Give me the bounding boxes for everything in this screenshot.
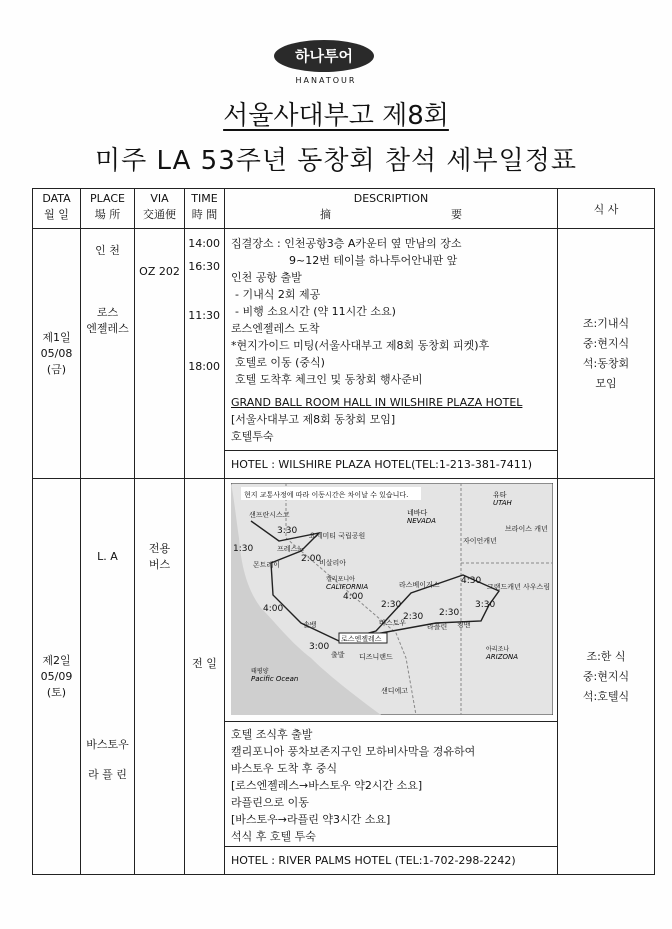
company-logo <box>270 40 382 88</box>
svg-text:3:30: 3:30 <box>475 600 496 610</box>
header-time: TIME 時 間 <box>185 189 225 229</box>
state-california: CALIFORNIA <box>326 583 369 591</box>
city-grandcanyon: 그랜드캐년 사우스림 <box>487 583 551 591</box>
logo-subtext: HANATOUR <box>295 76 357 85</box>
state-arizona: ARIZONA <box>486 653 519 661</box>
day2-via: 전용 버스 <box>135 479 185 875</box>
logo-mark: 하나투어 <box>274 40 374 72</box>
state-ko-az: 아리조나 <box>486 646 510 653</box>
city-disneyland: 디즈니랜드 <box>359 653 393 661</box>
city-kingman: 킹맨 <box>457 621 471 629</box>
ocean-label: Pacific Ocean <box>251 675 299 683</box>
day2-row <box>33 479 655 722</box>
day2-hotel: HOTEL : RIVER PALMS HOTEL (TEL:1-702-298-2242) <box>225 847 558 875</box>
day2-times: 전 일 <box>185 479 225 875</box>
ocean-ko: 태평양 <box>251 668 269 675</box>
document-title: 서울사대부고 제8회 <box>223 101 449 131</box>
header-place: PLACE 場 所 <box>81 189 135 229</box>
day1-description: 집결장소 : 인천공항3층 A카운터 옆 만남의 장소 9~12번 테이블 하나투어안내판 앞 인천 공항 출발 - 기내식 2회 제공 - 비행 소요시간 (약 11시간 소요) 로스엔젤레스 도착 *현지가이드 미팅(서울사대부고 제8회 동창회 피켓)후 호텔로 이동 (중식) 호텔 도착후 체크인 및 동창회 행사준비 GRAND BALL ROOM HALL IN WILSHIRE PLAZA HOTEL [서울사대부고 제8회 동창회 모임] 호텔투숙 <box>225 229 558 451</box>
day2-place <box>81 479 135 875</box>
state-ko-ca: 캘리포니아 <box>326 576 355 583</box>
svg-text:4:30: 4:30 <box>461 576 482 586</box>
city-laughlin: 라플린 <box>427 623 448 631</box>
svg-text:4:00: 4:00 <box>343 592 364 602</box>
header-description: DESCRIPTION 摘 要 <box>225 189 558 229</box>
city-sandiego: 샌디에고 <box>381 687 409 695</box>
day1-meals: 조:기내식 중:현지식 석:동창회 모임 <box>558 229 655 479</box>
svg-text:2:30: 2:30 <box>403 612 424 622</box>
city-zion: 자이언캐년 <box>463 537 497 545</box>
day1-via <box>135 229 185 479</box>
svg-text:3:00: 3:00 <box>309 642 330 652</box>
svg-text:2:30: 2:30 <box>381 600 402 610</box>
day1-row <box>33 229 655 451</box>
place-incheon: 인 천 <box>95 244 120 257</box>
city-sf: 샌프란시스코 <box>249 511 290 519</box>
state-utah: UTAH <box>493 499 512 507</box>
state-ko-nevada: 네바다 <box>407 509 428 517</box>
header-meal: 식 사 <box>558 189 655 229</box>
city-solvang: 솔뱅 <box>303 621 317 629</box>
day1-hotel: HOTEL : WILSHIRE PLAZA HOTEL(TEL:1-213-381-7411) <box>225 451 558 479</box>
day2-meals: 조:한 식 중:현지식 석:호텔식 <box>558 479 655 875</box>
svg-text:1:30: 1:30 <box>233 544 254 554</box>
header-row <box>33 189 655 229</box>
city-lasvegas: 라스베이거스 <box>399 581 440 589</box>
place-barstow: 바스토우 <box>86 738 129 751</box>
svg-text:4:00: 4:00 <box>263 604 284 614</box>
header-date: DATA 월 일 <box>33 189 81 229</box>
svg-text:3:30: 3:30 <box>277 526 298 536</box>
event-title: GRAND BALL ROOM HALL IN WILSHIRE PLAZA HOTEL <box>231 396 523 409</box>
svg-text:2:00: 2:00 <box>301 554 322 564</box>
day1-date: 제1일 05/08 (금) <box>33 229 81 479</box>
state-ko-utah: 유타 <box>493 491 507 499</box>
day2-date: 제2일 05/09 (토) <box>33 479 81 875</box>
place-la: 로스 <box>96 306 119 319</box>
day1-times: 14:00 16:30 11:30 18:00 <box>185 229 225 479</box>
place-laughlin: 라 플 린 <box>88 768 127 781</box>
svg-text:2:30: 2:30 <box>439 608 460 618</box>
city-monterey: 몬트레이 <box>253 561 281 569</box>
city-start: 출발 <box>331 651 345 659</box>
flight-number: OZ 202 <box>139 265 180 278</box>
route-map <box>231 483 553 715</box>
header-via: VIA 交通便 <box>135 189 185 229</box>
state-nevada: NEVADA <box>407 517 436 525</box>
city-fresno: 프레스노 <box>277 545 305 553</box>
city-la: 로스엔젤레스 <box>341 635 382 643</box>
route-map-cell <box>225 479 558 722</box>
city-barstow: 바스토우 <box>379 619 407 627</box>
itinerary-table <box>32 188 655 875</box>
city-bryce: 브라이스 캐년 <box>505 525 548 533</box>
place-la2: L. A <box>97 550 118 563</box>
day1-place: 인 천 로스 엔젤레스 <box>81 229 135 479</box>
document-subtitle: 미주 LA 53주년 동창회 참석 세부일정표 <box>95 146 577 176</box>
city-visalia: 비살리아 <box>319 559 347 567</box>
city-yosemite: 요세미티 국립공원 <box>309 532 366 540</box>
map-note: 현지 교통사정에 따라 이동시간은 차이날 수 있습니다. <box>244 491 409 499</box>
day2-description: 호텔 조식후 출발 캘리포니아 풍차보존지구인 모하비사막을 경유하여 바스토우 도착 후 중식 [로스엔젤레스→바스토우 약2시간 소요] 라플린으로 이동 [바스토우→라플린 약3시간 소요] 석식 후 호텔 투숙 <box>225 722 558 847</box>
